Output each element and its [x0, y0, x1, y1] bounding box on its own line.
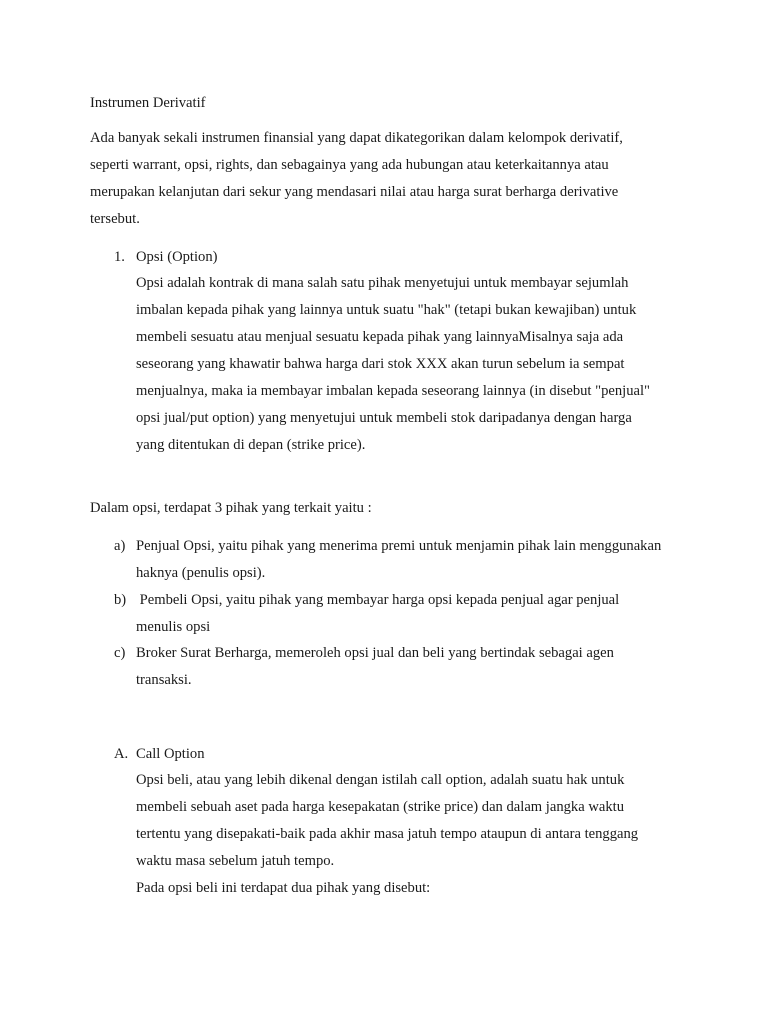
sectionA-line: membeli sebuah aset pada harga kesepakatan (strike price) dan dalam jangka waktu	[136, 799, 625, 815]
section1-marker: 1.	[114, 249, 125, 265]
sectionA-line: waktu masa sebelum jatuh tempo.	[136, 853, 335, 869]
intro-line: merupakan kelanjutan dari sekur yang mendasari nilai atau harga surat berharga derivative	[90, 184, 619, 200]
party-b-line: menulis opsi	[136, 619, 211, 635]
sectionA-heading: Call Option	[136, 746, 205, 762]
party-b-line: Pembeli Opsi, yaitu pihak yang membayar harga opsi kepada penjual agar penjual	[136, 592, 620, 608]
section1-line: yang ditentukan di depan (strike price).	[136, 437, 366, 453]
section1-line: seseorang yang khawatir bahwa harga dari stok XXX akan turun sebelum ia sempat	[136, 356, 625, 372]
intro-line: Ada banyak sekali instrumen finansial yang dapat dikategorikan dalam kelompok derivatif,	[90, 130, 623, 146]
party-c-line: transaksi.	[136, 672, 192, 688]
section1-line: imbalan kepada pihak yang lainnya untuk suatu "hak" (tetapi bukan kewajiban) untuk	[136, 302, 637, 318]
sectionA-line: Pada opsi beli ini terdapat dua pihak yang disebut:	[136, 880, 431, 896]
party-a-marker: a)	[114, 538, 126, 554]
sectionA-line: Opsi beli, atau yang lebih dikenal dengan istilah call option, adalah suatu hak untuk	[136, 772, 625, 788]
party-b-marker: b)	[114, 592, 127, 608]
section1-line: opsi jual/put option) yang menyetujui untuk membeli stok daripadanya dengan harga	[136, 410, 632, 426]
party-c-line: Broker Surat Berharga, memeroleh opsi jual dan beli yang bertindak sebagai agen	[136, 645, 614, 661]
sectionA-line: tertentu yang disepakati-baik pada akhir masa jatuh tempo ataupun di antara tenggang	[136, 826, 639, 842]
sectionA-marker: A.	[114, 746, 129, 762]
section1-line: membeli sesuatu atau menjual sesuatu kepada pihak yang lainnyaMisalnya saja ada	[136, 329, 624, 345]
party-a-line: Penjual Opsi, yaitu pihak yang menerima premi untuk menjamin pihak lain menggunakan	[136, 538, 662, 554]
party-a-line: haknya (penulis opsi).	[136, 565, 266, 581]
document-title: Instrumen Derivatif	[90, 95, 206, 111]
intro-line: tersebut.	[90, 211, 140, 227]
section1-heading: Opsi (Option)	[136, 249, 218, 265]
party-c-marker: c)	[114, 645, 126, 661]
section1-line: menjualnya, maka ia membayar imbalan kepada seseorang lainnya (in disebut "penjual"	[136, 383, 651, 399]
parties-intro: Dalam opsi, terdapat 3 pihak yang terkait yaitu :	[90, 500, 372, 516]
section1-line: Opsi adalah kontrak di mana salah satu pihak menyetujui untuk membayar sejumlah	[136, 275, 629, 291]
intro-line: seperti warrant, opsi, rights, dan sebagainya yang ada hubungan atau keterkaitannya atau	[90, 157, 609, 173]
